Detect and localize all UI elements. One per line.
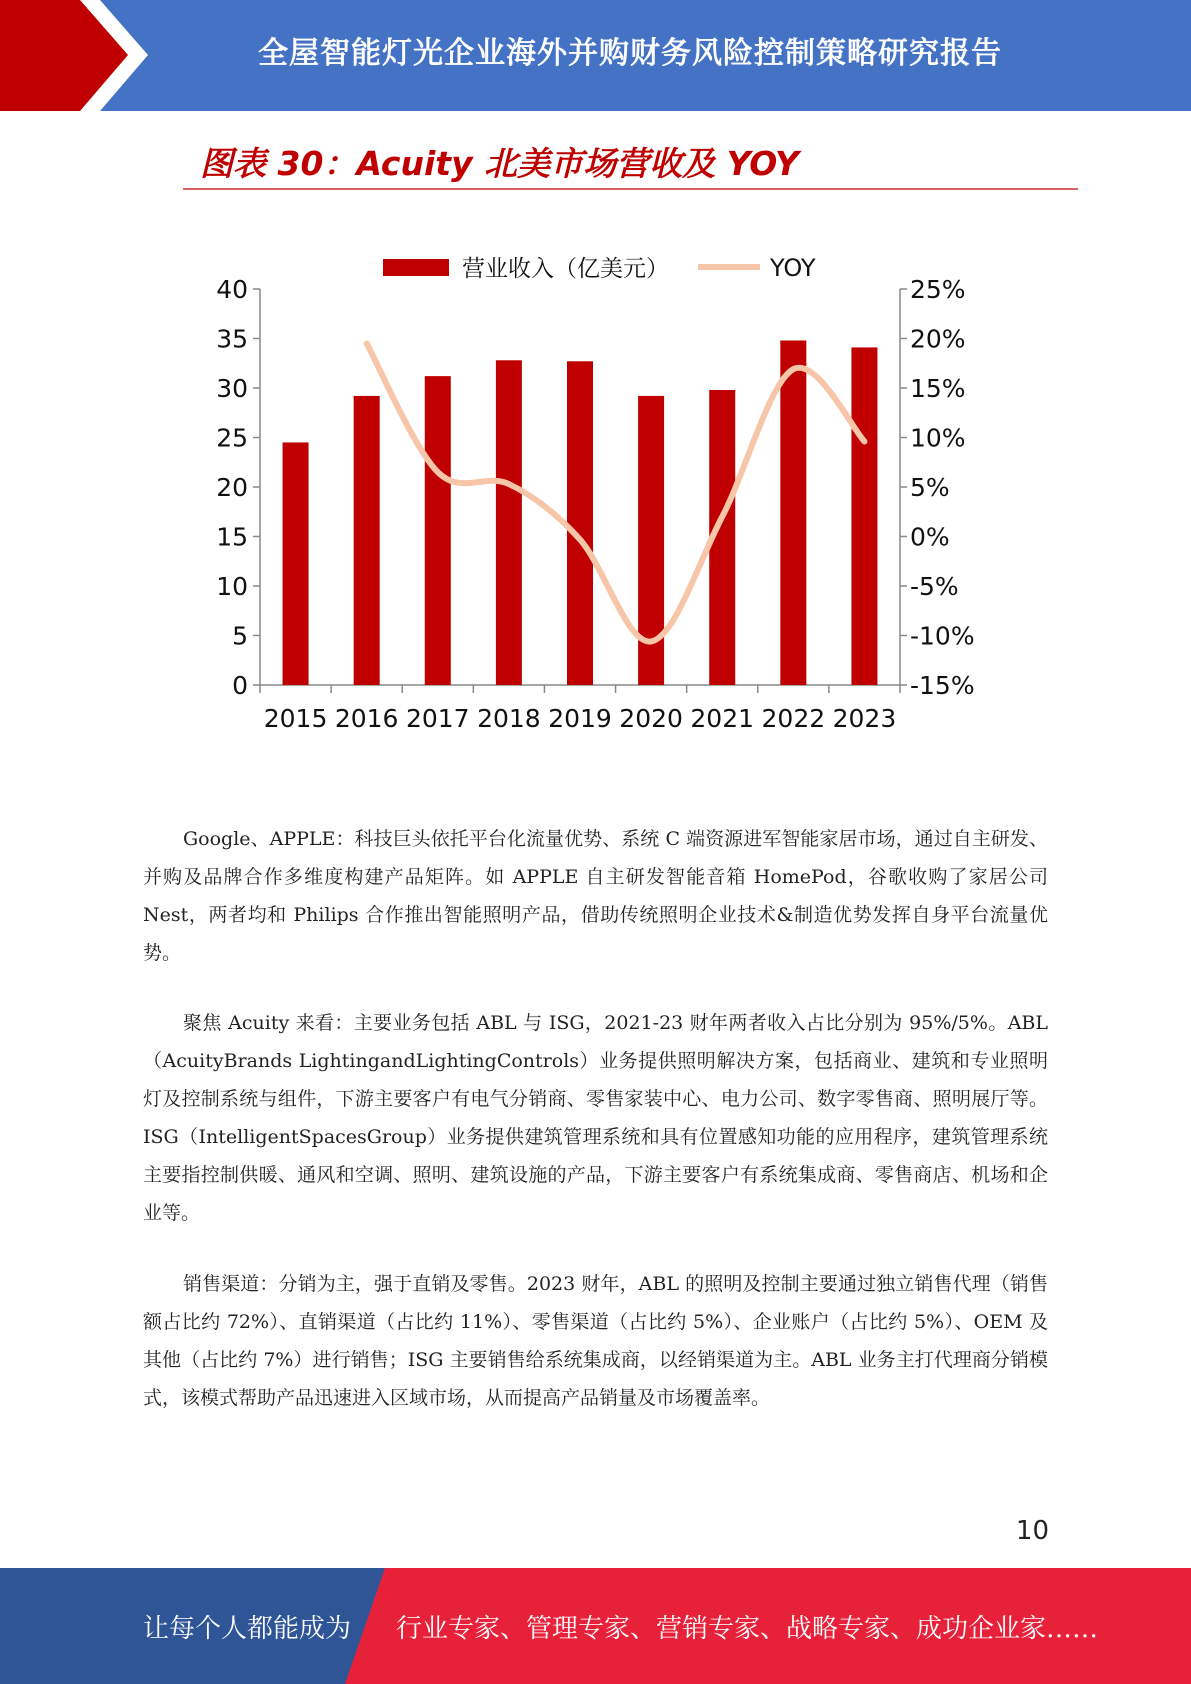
left-tick-label: 25	[216, 423, 248, 453]
right-tick-label: -15%	[910, 671, 975, 700]
right-tick-label: 10%	[910, 423, 966, 453]
legend-yoy-label: YOY	[770, 254, 816, 282]
x-tick-label: 2020	[619, 704, 683, 733]
left-tick-label: 30	[216, 374, 248, 403]
legend-revenue-swatch	[383, 259, 449, 276]
revenue-bar	[567, 361, 593, 685]
x-tick-label: 2015	[263, 704, 328, 733]
paragraph-acuity-business: 聚焦 Acuity 来看：主要业务包括 ABL 与 ISG，2021-23 财年两者收入占比分别为 95%/5%。ABL（AcuityBrands LightingandLightingControls）业务提供照明解决方案，包括商业、建筑和专业照明灯及控制系统与组件，下游主要客户有电气分销商、零售家装中心、电力公司、数字零售商、照明展厅等。ISG（IntelligentSpacesGroup）业务提供建筑管理系统和具有位置感知功能的应用程序，建筑管理系统主要指控制供暖、通风和空调、照明、建筑设施的产品，下游主要客户有系统集成商、零售商店、机场和企业等。	[143, 1012, 1048, 1224]
right-tick-label: -5%	[910, 572, 959, 601]
page-number: 10	[1015, 1516, 1049, 1546]
revenue-bar	[496, 360, 522, 685]
revenue-bar	[425, 376, 451, 685]
report-title: 全屋智能灯光企业海外并购财务风险控制策略研究报告	[258, 36, 1002, 71]
figure-title-rule	[183, 188, 1078, 190]
x-tick-label: 2023	[832, 704, 897, 733]
revenue-bar	[780, 340, 806, 685]
right-tick-label: 25%	[910, 275, 966, 304]
left-tick-label: 0	[232, 671, 248, 700]
revenue-yoy-chart	[180, 240, 1060, 740]
left-tick-label: 40	[216, 275, 248, 304]
legend-revenue-label: 营业收入（亿美元）	[462, 256, 669, 282]
revenue-bars	[283, 340, 878, 685]
figure-title: 图表 30：Acuity 北美市场营收及 YOY	[200, 144, 799, 183]
chart-legend	[383, 254, 816, 282]
right-tick-label: -10%	[910, 621, 975, 651]
left-tick-label: 20	[216, 473, 248, 502]
right-tick-label: 20%	[910, 324, 966, 354]
paragraph-sales-channels: 销售渠道：分销为主，强于直销及零售。2023 财年，ABL 的照明及控制主要通过独立销售代理（销售额占比约 72%）、直销渠道（占比约 11%）、零售渠道（占比约 5%）、企业账户（占比约 5%）、OEM 及其他（占比约 7%）进行销售；ISG 主要销售给系统集成商，以经销渠道为主。ABL 业务主打代理商分销模式，该模式帮助产品迅速进入区域市场，从而提高产品销量及市场覆盖率。	[143, 1273, 1048, 1409]
x-tick-label: 2018	[477, 704, 541, 733]
left-tick-label: 15	[216, 522, 248, 552]
right-tick-label: 15%	[910, 374, 966, 403]
footer-slogan-left: 让每个人都能成为	[143, 1614, 352, 1644]
x-tick-label: 2019	[548, 704, 612, 733]
right-tick-label: 0%	[910, 522, 950, 552]
left-tick-label: 35	[216, 324, 248, 354]
x-tick-label: 2021	[690, 704, 755, 733]
footer-slogan-right: 行业专家、管理专家、营销专家、战略专家、成功企业家……	[396, 1614, 1099, 1644]
right-tick-label: 5%	[910, 473, 950, 502]
revenue-bar	[283, 442, 309, 685]
revenue-bar	[354, 396, 380, 685]
revenue-bar	[851, 347, 877, 685]
x-tick-label: 2022	[761, 704, 826, 733]
page-footer	[0, 1568, 1191, 1684]
x-tick-label: 2016	[334, 704, 399, 733]
x-tick-label: 2017	[405, 704, 470, 733]
left-tick-label: 10	[216, 572, 248, 601]
page-header	[0, 0, 1191, 111]
paragraph-tech-giants: Google、APPLE：科技巨头依托平台化流量优势、系统 C 端资源进军智能家居市场，通过自主研发、并购及品牌合作多维度构建产品矩阵。如 APPLE 自主研发智能音箱 HomePod，谷歌收购了家居公司 Nest，两者均和 Philips 合作推出智能照明产品，借助传统照明企业技术&制造优势发挥自身平台流量优势。	[143, 828, 1048, 964]
left-tick-label: 5	[232, 621, 248, 651]
